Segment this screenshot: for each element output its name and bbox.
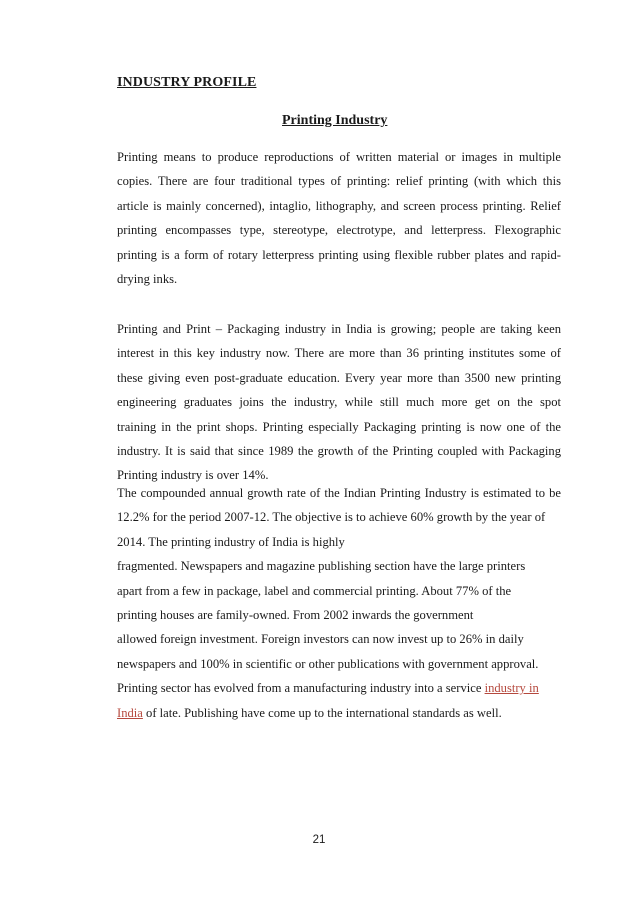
line-text: of late. Publishing have come up to the international standards as well. xyxy=(142,705,502,720)
paragraph-line: interest in this key industry now. There are more than 36 printing institutes some of xyxy=(117,346,561,361)
paragraph-line: these giving even post-graduate education. Every year more than 3500 new printing xyxy=(117,370,561,385)
paragraph-line xyxy=(117,676,561,700)
paragraph-line: Printing means to produce reproductions of written material or images in multiple xyxy=(117,150,561,164)
paragraph-line: drying inks. xyxy=(117,272,178,287)
paragraph-printing-definition xyxy=(117,145,561,291)
paragraph-line: Printing and Print – Packaging industry in India is growing; people are taking keen xyxy=(117,322,561,336)
paragraph-india-packaging xyxy=(117,317,561,488)
paragraph-line: The compounded annual growth rate of the Indian Printing Industry is estimated to be xyxy=(117,486,561,500)
paragraph-line: fragmented. Newspapers and magazine publishing section have the large printers xyxy=(117,559,526,574)
page-number: 21 xyxy=(312,834,326,846)
paragraph-line: newspapers and 100% in scientific or other publications with government approval. xyxy=(117,656,539,671)
paragraph-line: 12.2% for the period 2007-12. The objective is to achieve 60% growth by the year of xyxy=(117,510,546,525)
paragraph-line: allowed foreign investment. Foreign investors can now invest up to 26% in daily xyxy=(117,632,524,647)
industry-in-india-link[interactable]: industry in xyxy=(484,681,539,696)
paragraph-line: Printing industry is over 14%. xyxy=(117,468,269,483)
paragraph-line xyxy=(117,701,561,725)
paragraph-growth-rate xyxy=(117,481,561,725)
paragraph-line: 2014. The printing industry of India is highly xyxy=(117,534,345,549)
paragraph-line: article is mainly concerned), intaglio, lithography, and screen process printing. Relief xyxy=(117,198,561,213)
line-text: Printing sector has evolved from a manufacturing industry into a service xyxy=(117,681,485,696)
paragraph-line: engineering graduates joins the industry, while still much more get on the spot xyxy=(117,395,561,410)
section-title: Printing Industry xyxy=(282,113,388,128)
paragraph-line: printing encompasses type, stereotype, electrotype, and letterpress. Flexographic xyxy=(117,223,561,238)
paragraph-line: copies. There are four traditional types of printing: relief printing (with which this xyxy=(117,174,561,189)
paragraph-line: printing houses are family-owned. From 2002 inwards the government xyxy=(117,608,474,623)
page-heading: INDUSTRY PROFILE xyxy=(117,75,257,90)
paragraph-line: industry. It is said that since 1989 the growth of the Printing coupled with Packaging xyxy=(117,444,561,459)
paragraph-line: apart from a few in package, label and commercial printing. About 77% of the xyxy=(117,583,512,598)
india-link[interactable]: India xyxy=(117,705,143,720)
paragraph-line: training in the print shops. Printing especially Packaging printing is now one of the xyxy=(117,419,561,434)
paragraph-line: printing is a form of rotary letterpress printing using flexible rubber plates and rapid- xyxy=(117,247,561,262)
